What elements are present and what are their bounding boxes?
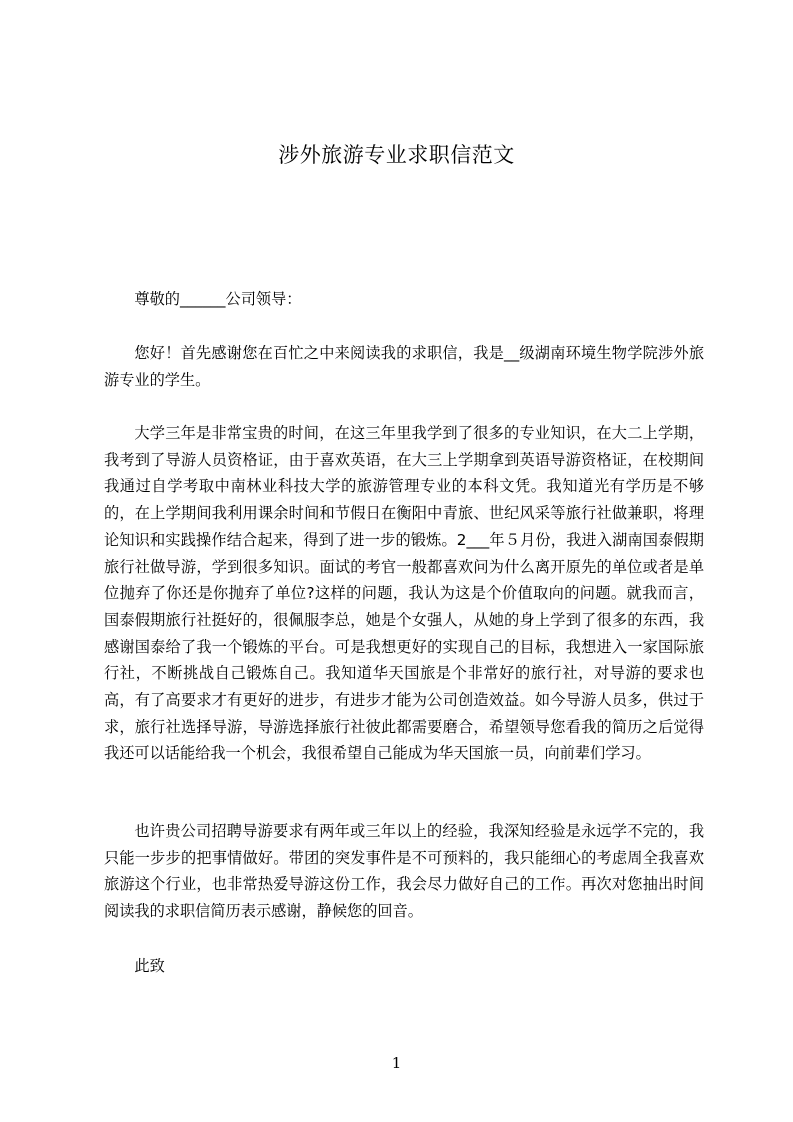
closing-text: 此致 [134,957,165,975]
closing [104,953,704,980]
salutation [104,286,704,313]
paragraph-greeting [104,340,704,393]
salutation-text: 尊敬的______公司领导： [134,290,302,308]
document-title: 涉外旅游专业求职信范文 [278,143,515,167]
paragraph-conclusion [104,818,704,925]
paragraph-experience [104,420,704,767]
paragraph-text: 也许贵公司招聘导游要求有两年或三年以上的经验，我深知经验是永远学不完的，我只能一步步的把事情做好。带团的突发事件是不可预料的，我只能细心的考虑周全我喜欢旅游这个行业，也非常热爱导游这份工作，我会尽力做好自己的工作。再次对您抽出时间阅读我的求职信简历表示感谢，静候您的回音。 [104,822,704,921]
paragraph-text: 您好！首先感谢您在百忙之中来阅读我的求职信，我是__级湖南环境生物学院涉外旅游专业的学生。 [104,344,704,389]
paragraph-text: 大学三年是非常宝贵的时间，在这三年里我学到了很多的专业知识，在大二上学期，我考到了导游人员资格证，由于喜欢英语，在大三上学期拿到英语导游资格证，在校期间我通过自学考取中南林业科技大学的旅游管理专业的本科文凭。我知道光有学历是不够的，在上学期间我利用课余时间和节假日在衡阳中青旅、世纪风采等旅行社做兼职，将理论知识和实践操作结合起来，得到了进一步的锻炼。2___年５月份，我进入湖南国泰假期旅行社做导游，学到很多知识。面试的考官一般都喜欢问为什么离开原先的单位或者是单位抛弃了你还是你抛弃了单位?这样的问题，我认为这是个价值取向的问题。就我而言，国泰假期旅行社挺好的，很佩服李总，她是个女强人，从她的身上学到了很多的东西，我感谢国泰给了我一个锻炼的平台。可是我想更好的实现自己的目标，我想进入一家国际旅行社，不断挑战自己锻炼自己。我知道华天国旅是个非常好的旅行社，对导游的要求也高，有了高要求才有更好的进步，有进步才能为公司创造效益。如今导游人员多，供过于求，旅行社选择导游，导游选择旅行社彼此都需要磨合，希望领导您看我的简历之后觉得我还可以话能给我一个机会，我很希望自己能成为华天国旅一员，向前辈们学习。 [104,424,704,763]
page-number: 1 [391,1054,402,1072]
